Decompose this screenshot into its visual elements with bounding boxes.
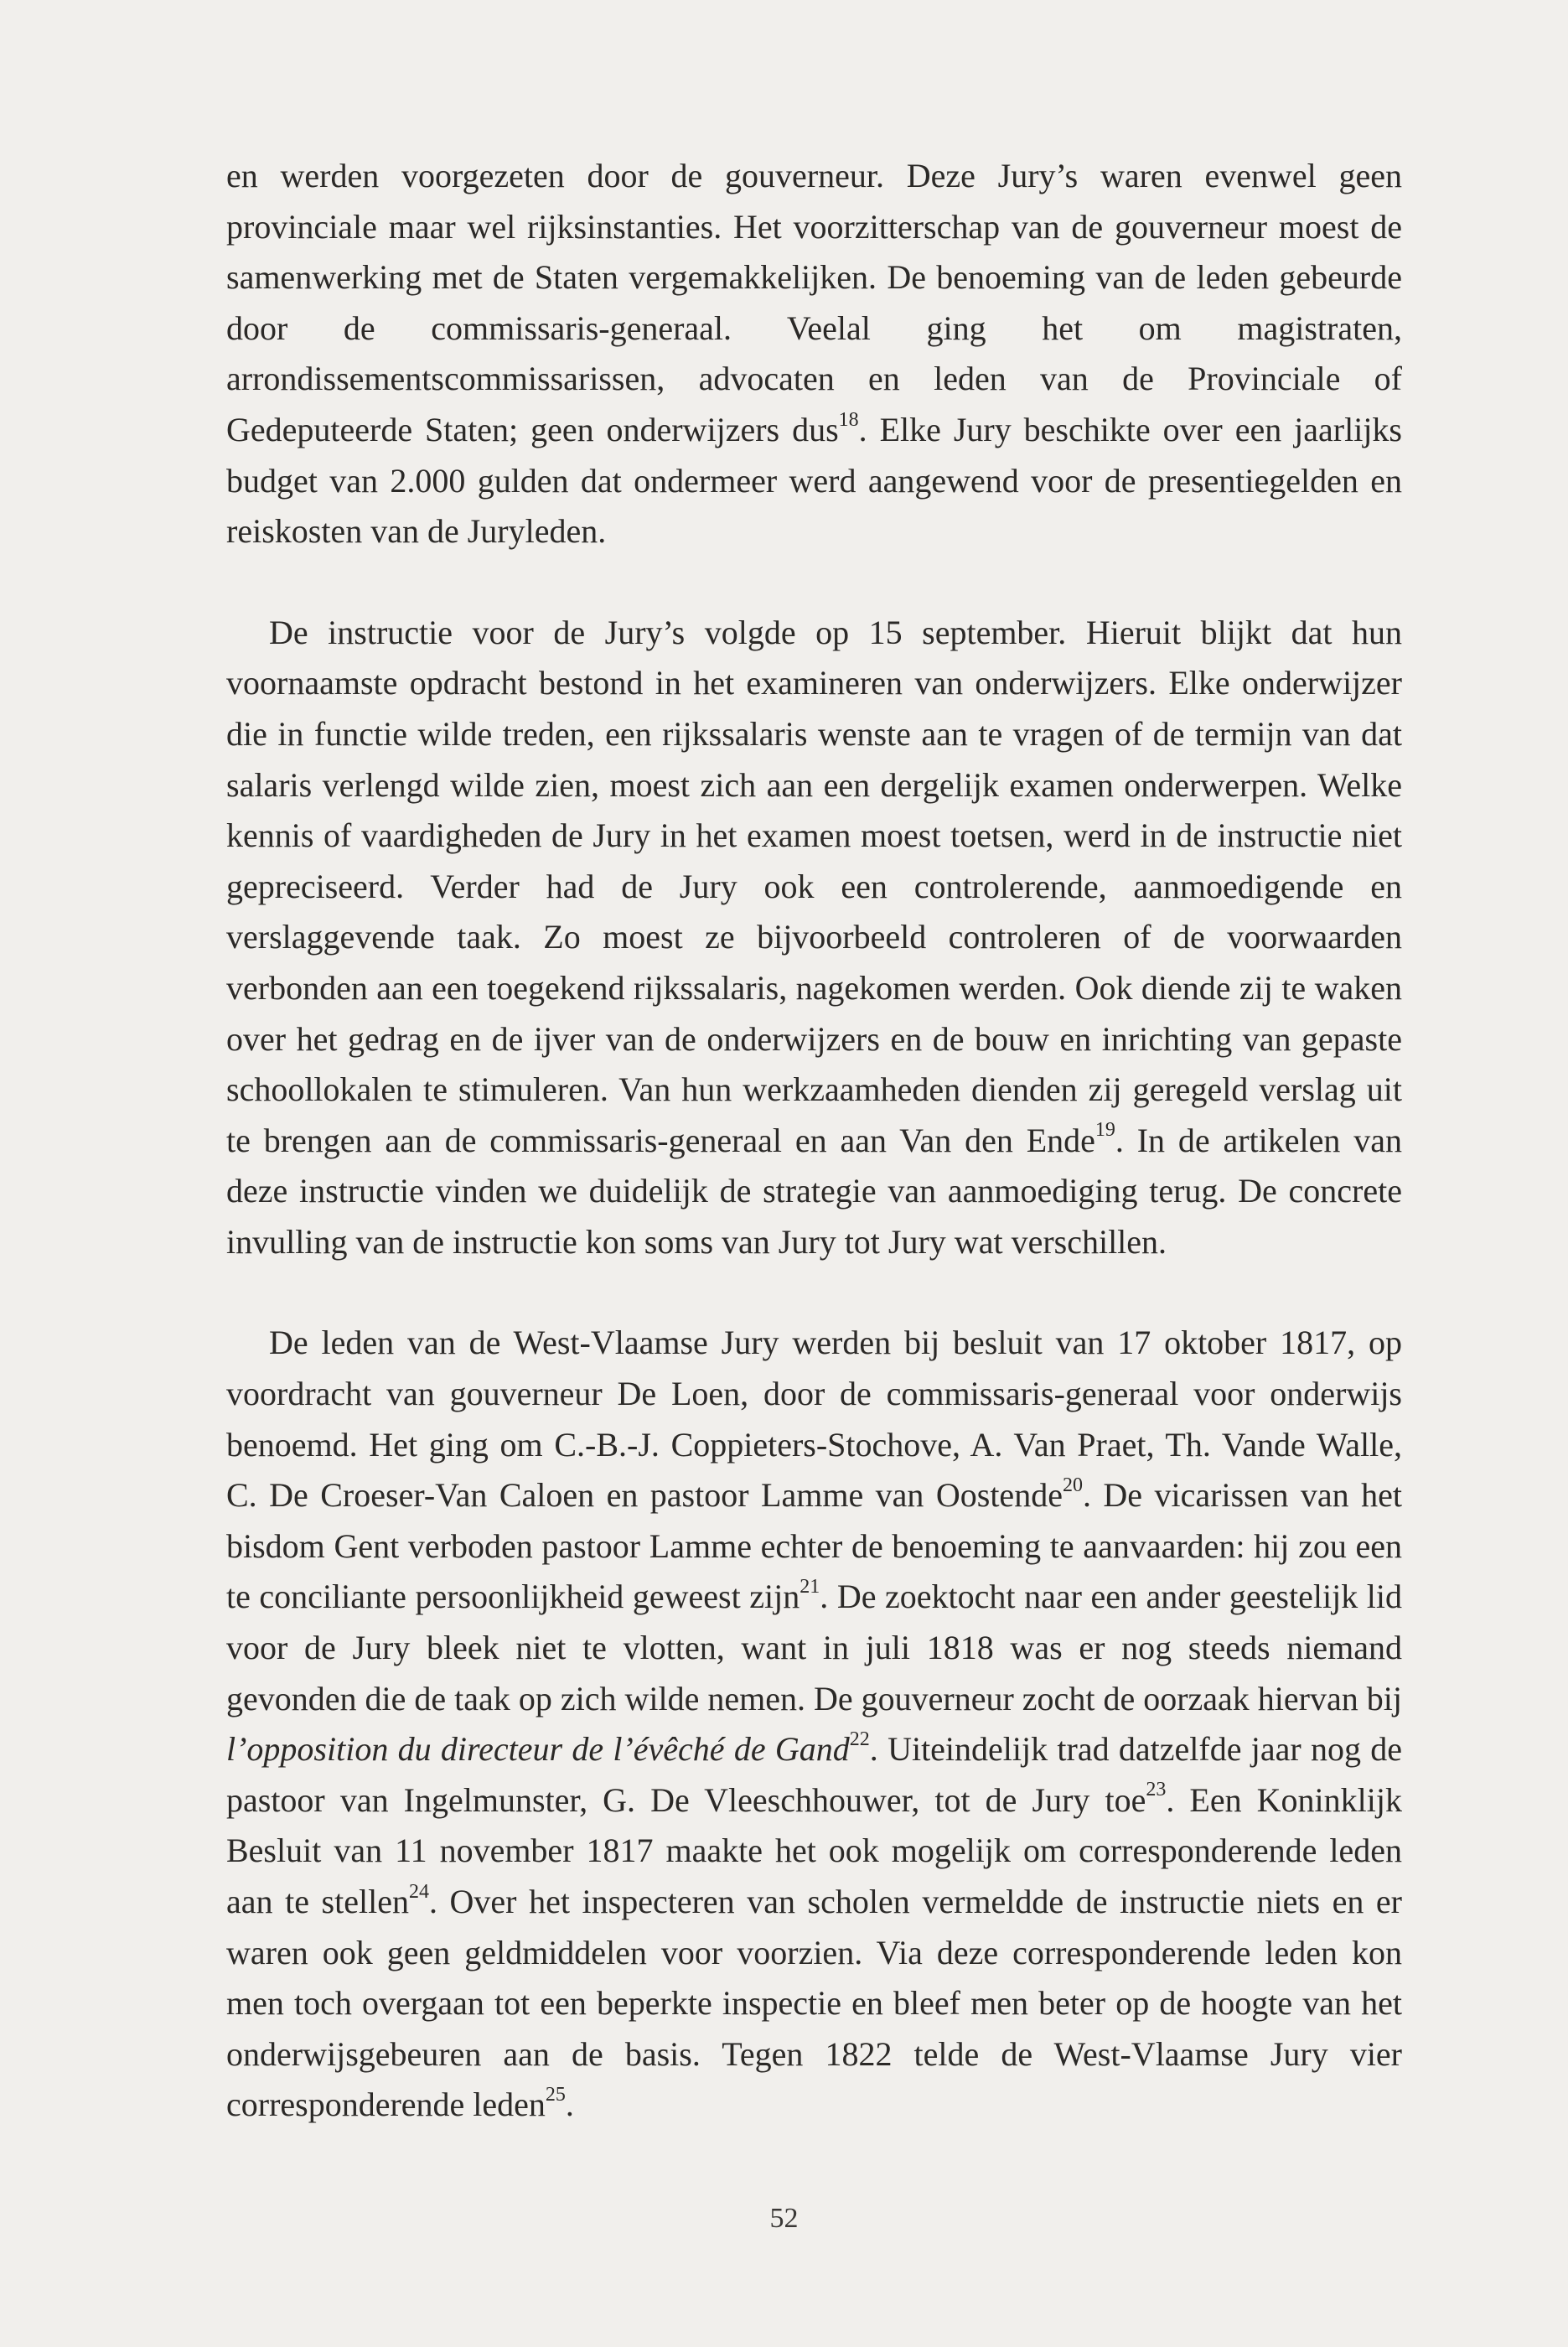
- footnote-ref-24: 24: [408, 1880, 429, 1903]
- text-run: . In de artikelen van deze instructie vinden we duidelijk de strategie van aanmoediging terug. De concrete invulling van de instructie kon soms van Jury tot Jury wat verschillen.: [226, 1121, 1402, 1261]
- text-run: en werden voorgezeten door de gouverneur. Deze Jury’s waren evenwel geen provinciale maar wel rijksinstanties. Het voorzitterschap van de gouverneur moest de samenwerking met de Staten vergemakkelijken. De benoeming van de leden gebeurde door de commissaris-generaal. Veelal ging het om magistraten, arrondissementscommissarissen, advocaten en leden van de Provinciale of Gedeputeerde Staten; geen onderwijzers dus: [226, 157, 1402, 448]
- footnote-ref-18: 18: [838, 408, 859, 431]
- text-run: .: [565, 2085, 574, 2124]
- footnote-ref-21: 21: [800, 1576, 820, 1598]
- text-run: De leden van de West-Vlaamse Jury werden bij besluit van 17 oktober 1817, op voordracht van gouverneur De Loen, door de commissaris-generaal voor onderwijs benoemd. Het ging om C.-B.-J. Coppieters-Stochove, A. Van Praet, Th. Vande Walle, C. De Croeser-Van Caloen en pastoor Lamme van Oostende: [226, 1324, 1402, 1515]
- footnote-ref-20: 20: [1062, 1474, 1083, 1496]
- page-number: 52: [769, 2203, 799, 2234]
- text-run: . De zoektocht naar een ander geestelijk lid voor de Jury bleek niet te vlotten, want in juli 1818 was er nog steeds niemand gevonden die de taak op zich wilde nemen. De gouverneur zocht de oorzaak hiervan bij: [226, 1578, 1402, 1718]
- text-run: . Elke Jury beschikte over een jaarlijks budget van 2.000 gulden dat ondermeer werd aangewend voor de presentiegelden en reiskosten van de Juryleden.: [226, 410, 1403, 551]
- italic-quote: l’opposition du directeur de l’évêché de Gand: [226, 1730, 850, 1769]
- paragraph: [226, 608, 1402, 1268]
- body-text: [226, 151, 1402, 2131]
- paragraph: [226, 151, 1402, 557]
- footnote-ref-23: 23: [1146, 1779, 1167, 1801]
- footnote-ref-22: 22: [849, 1728, 870, 1750]
- footnote-ref-19: 19: [1094, 1119, 1115, 1142]
- text-run: . Over het inspecteren van scholen vermeldde de instructie niets en er waren ook geen geldmiddelen voor voorzien. Via deze corresponderende leden kon men toch overgaan tot een beperkte inspectie en bleef men beter op de hoogte van het onderwijsgebeuren aan de basis. Tegen 1822 telde de West-Vlaamse Jury vier corresponderende leden: [226, 1883, 1402, 2124]
- paragraph: [226, 1318, 1402, 2131]
- footnote-ref-25: 25: [545, 2084, 566, 2106]
- text-run: . De vicarissen van het bisdom Gent verboden pastoor Lamme echter de benoeming te aanvaarden: hij zou een te conciliante persoonlijkheid geweest zijn: [226, 1476, 1403, 1616]
- text-run: . Uiteindelijk trad datzelfde jaar nog de pastoor van Ingelmunster, G. De Vleeschhouwer, tot de Jury toe: [226, 1730, 1402, 1819]
- text-run: . Een Koninklijk Besluit van 11 november 1817 maakte het ook mogelijk om corresponderende leden aan te stellen: [226, 1780, 1402, 1920]
- text-run: De instructie voor de Jury’s volgde op 15 september. Hieruit blijkt dat hun voornaamste opdracht bestond in het examineren van onderwijzers. Elke onderwijzer die in functie wilde treden, een rijkssalaris wenste aan te vragen of de termijn van dat salaris verlengd wilde zien, moest zich aan een dergelijk examen onderwerpen. Welke kennis of vaardigheden de Jury in het examen moest toetsen, werd in de instructie niet gepreciseerd. Verder had de Jury ook een controlerende, aanmoedigende en verslaggevende taak. Zo moest ze bijvoorbeeld controleren of de voorwaarden verbonden aan een toegekend rijkssalaris, nagekomen werden. Ook diende zij te waken over het gedrag en de ijver van de onderwijzers en de bouw en inrichting van gepaste schoollokalen te stimuleren. Van hun werkzaamheden dienden zij geregeld verslag uit te brengen aan de commissaris-generaal en aan Van den Ende: [226, 613, 1402, 1159]
